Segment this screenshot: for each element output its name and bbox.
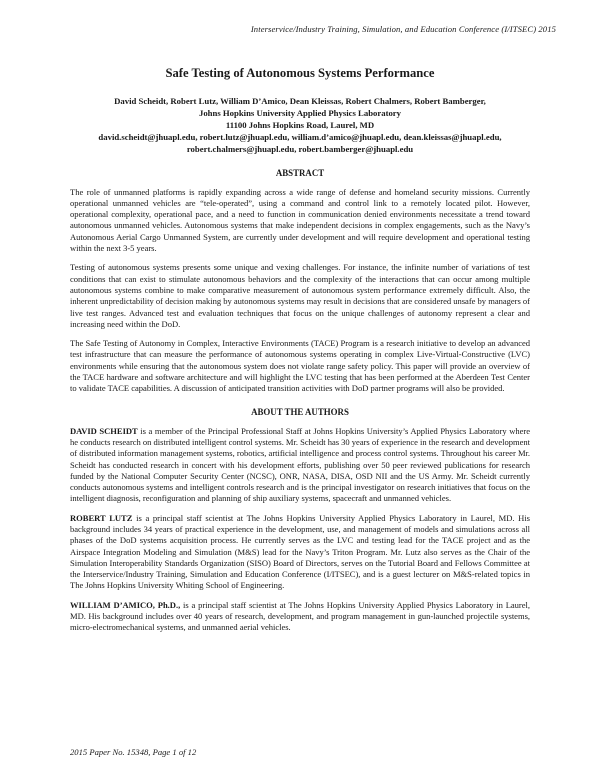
abstract-paragraph: Testing of autonomous systems presents some unique and vexing challenges. For instance, the infinite number of variations of test conditions that can exist to stimulate autonomous behaviors and the complexity of the interactions that can occur among multiple autonomous systems combine to make comparative measurement of autonomous system performance extremely difficult. Also, the inherent unpredictability of decision making by autonomous systems may result in decisions that are considered unsafe by managers of live test ranges. Advanced test and evaluation techniques that focus on the unique challenges of autonomy represent a clear and increasing need within the DoD. [70,262,530,329]
paper-body [70,66,530,634]
author-affiliation: Johns Hopkins University Applied Physics Laboratory [198,108,402,119]
author-names: David Scheidt, Robert Lutz, William D’Amico, Dean Kleissas, Robert Chalmers, Robert Bamberger, [114,96,486,107]
abstract-heading: ABSTRACT [275,167,325,178]
bio-author-name: DAVID SCHEIDT [70,425,138,436]
running-header: Interservice/Industry Training, Simulation, and Education Conference (I/ITSEC) 2015 [250,24,556,34]
author-emails-line1: david.scheidt@jhuapl.edu, robert.lutz@jhuapl.edu, william.d’amico@jhuapl.edu, dean.kleissas@jhuapl.edu, [98,132,502,143]
author-address: 11100 Johns Hopkins Road, Laurel, MD [225,120,375,131]
page-footer: 2015 Paper No. 15348, Page 1 of 12 [70,747,197,757]
author-bio [70,513,530,592]
author-emails-line2: robert.chalmers@jhuapl.edu, robert.bamberger@jhuapl.edu [186,144,414,155]
bio-author-name: WILLIAM D’AMICO, Ph.D., [70,599,181,610]
bio-text: is a principal staff scientist at The Johns Hopkins University Applied Physics Laboratory in Laurel, MD. His background includes over 40 years of research, development, and program management in gun-launched projectile systems, micro-electromechanical systems, and unmanned aerial vehicles. [70,599,530,633]
abstract-paragraph: The role of unmanned platforms is rapidly expanding across a wide range of defense and homeland security missions. Currently operational unmanned vehicles are “tele-operated”, using a command and control link to a remotely located pilot. However, operational complexity, operational pace, and a need to function in communication denied environments necessitate a trend toward autonomous unmanned vehicles. Autonomous systems that make independent decisions in complex engagements, such as the Navy’s Autonomous Aerial Cargo Unmanned System, are currently under development and will require development and operational testing within the next 3-5 years. [70,186,530,254]
bio-text: is a principal staff scientist at The Johns Hopkins University Applied Physics Laboratory in Laurel, MD. His background includes 34 years of practical experience in the development, use, and management of models and simulations across all phases of the DoD systems acquisition process. He currently serves as the LVC and testing lead for the TACE project and as the Airspace Integration Modeling and Simulation (M&S) lead for the Navy’s Triton Program. Mr. Lutz also serves as the Chair of the Simulation Interoperability Standards Organization (SISO) Board of Directors, serves on the Tutorial Board and Fellows Committee at the Interservice/Industry Training, Simulation and Education Conference (I/ITSEC), and is a guest lecturer on M&S-related topics in The Johns Hopkins University Whiting School of Engineering. [70,512,530,591]
author-bio [70,426,530,505]
author-bio [70,600,530,634]
paper-title: Safe Testing of Autonomous Systems Performance [165,66,435,80]
author-block [70,95,530,155]
about-authors-heading: ABOUT THE AUTHORS [251,406,349,417]
bio-author-name: ROBERT LUTZ [70,512,133,523]
bio-text: is a member of the Principal Professional Staff at Johns Hopkins University’s Applied Physics Laboratory where he conducts research on distributed intelligent control systems. Mr. Scheidt has 30 years of experience in the research and development of distributed information management systems, robotics, artificial intelligence and process control systems. Throughout his career Mr. Scheidt has conducted research in concert with his development efforts, publishing over 50 peer reviewed publications for research funded by the National Computer Security Center (NCSC), ONR, NASA, DISA, OSD NII and the US Army. Mr. Scheidt currently conducts autonomous systems and intelligent controls research and is the principal investigator on research initiatives that focus on the intelligent diagnosis, reconfiguration and planning of ship auxiliary systems, spacecraft and unmanned vehicles. [70,425,530,504]
abstract-paragraph: The Safe Testing of Autonomy in Complex, Interactive Environments (TACE) Program is a research initiative to develop an advanced test infrastructure that can measure the performance of autonomous systems operating in complex Live-Virtual-Constructive (LVC) environments while ensuring that the autonomous system does not violate range safety policy. This paper will provide an overview of the TACE hardware and software architecture and will highlight the LVC testing that has been performed at the Aberdeen Test Center to validate TACE capabilities. A discussion of anticipated transition activities with DoD partner programs will also be provided. [70,338,530,394]
